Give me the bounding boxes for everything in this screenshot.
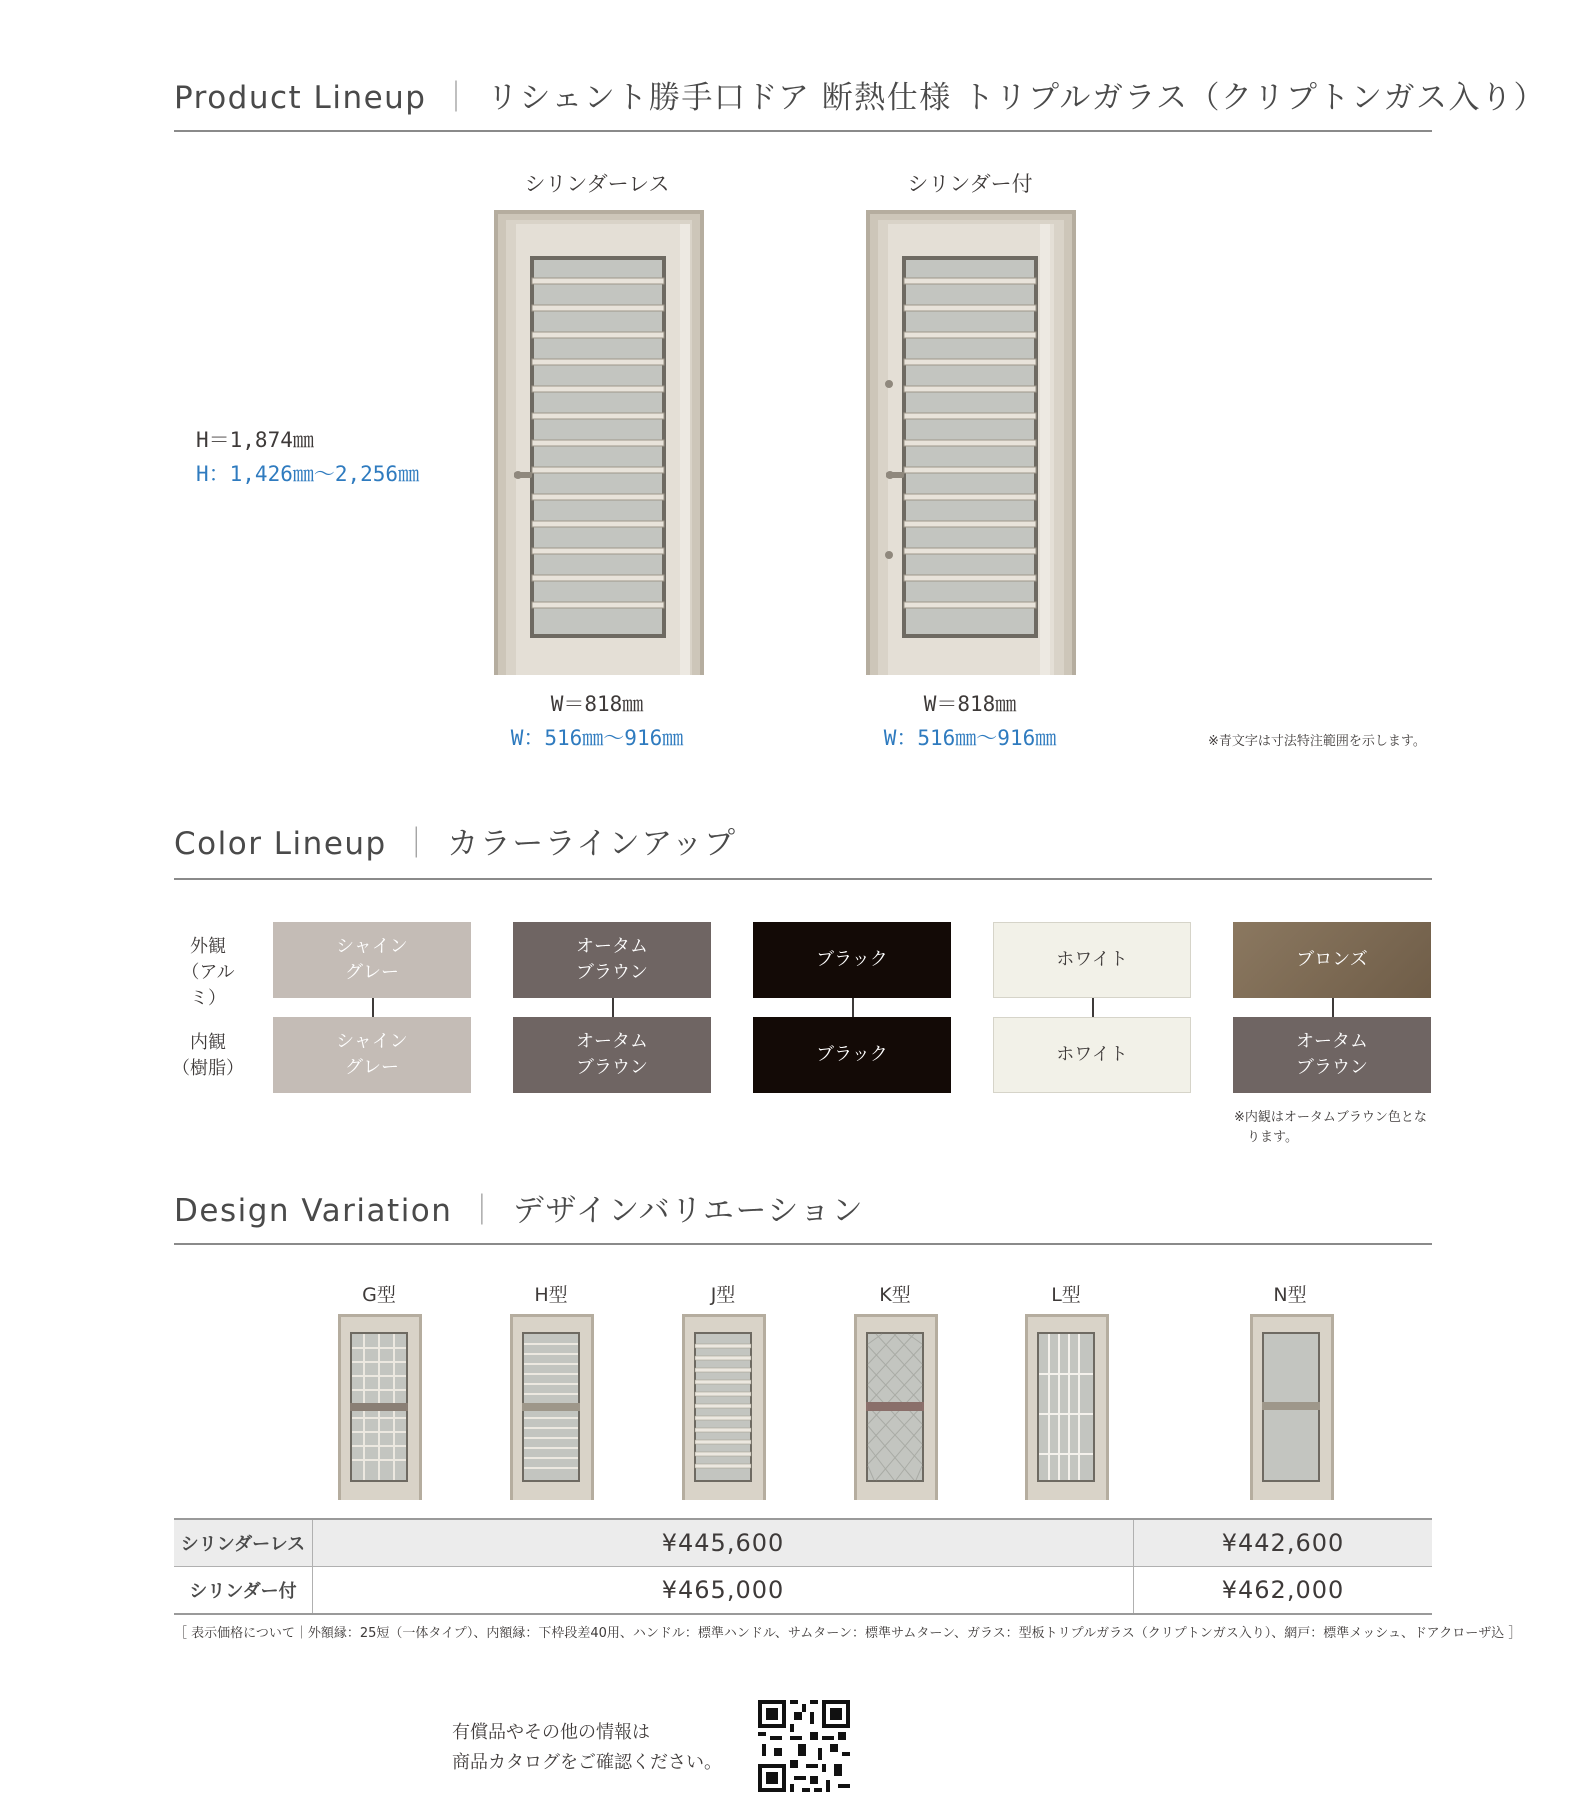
variant-label-h: H型 xyxy=(534,1284,568,1306)
swatch-exterior-shine-gray xyxy=(273,922,471,998)
product-lineup-title-jp: リシェント勝手口ドア 断熱仕様 トリプルガラス（クリプトンガス入り） xyxy=(487,80,1546,116)
price-row-cylinder xyxy=(174,1567,1432,1615)
door-cylinderless-width-range: W：516㎜〜916㎜ xyxy=(510,726,684,750)
variant-label-k: K型 xyxy=(879,1284,911,1306)
color-lineup-title-en: Color Lineup xyxy=(174,826,387,862)
swatch-label: ブロンズ xyxy=(1296,949,1368,970)
height-range: H：1,426㎜〜2,256㎜ xyxy=(196,462,420,486)
exterior-label: 外観 （アルミ） xyxy=(181,936,235,1009)
price-main-cell: ¥465,000 xyxy=(313,1567,1134,1615)
variant-l-door-image xyxy=(1025,1314,1109,1504)
swatch-label: ホワイト xyxy=(1056,949,1128,970)
swatch-label: シャイン グレー xyxy=(336,936,408,983)
door-cylinderless-label: シリンダーレス xyxy=(524,172,670,196)
variant-label-j: J型 xyxy=(710,1284,736,1306)
design-variation-title-jp: デザインバリエーション xyxy=(512,1193,865,1229)
title-separator: ｜ xyxy=(440,80,473,116)
product-lineup-heading xyxy=(174,72,1546,117)
swatch-label: シャイン グレー xyxy=(336,1031,408,1078)
variant-h-door-image xyxy=(510,1314,594,1504)
section-divider xyxy=(174,878,1432,880)
swatch-label: ホワイト xyxy=(1056,1044,1128,1065)
swatch-connector xyxy=(372,998,374,1017)
swatch-connector xyxy=(1332,998,1334,1017)
door-cylinderless-width-standard: W＝818㎜ xyxy=(550,692,644,716)
price-main-cell: ¥445,600 xyxy=(313,1519,1134,1567)
catalog-note-line2: 商品カタログをご確認ください。 xyxy=(452,1752,722,1773)
design-variation-title-en: Design Variation xyxy=(174,1193,453,1229)
design-variation-heading xyxy=(174,1185,864,1230)
door-cylinderless-image xyxy=(494,210,704,679)
swatch-label: オータム ブラウン xyxy=(576,936,648,983)
swatch-exterior-bronze xyxy=(1233,922,1431,998)
variant-label-l: L型 xyxy=(1051,1284,1081,1306)
price-n-cell: ¥462,000 xyxy=(1134,1567,1433,1615)
swatch-label: オータム ブラウン xyxy=(1296,1031,1368,1078)
variant-k-door-image xyxy=(854,1314,938,1504)
door-cylinder-label: シリンダー付 xyxy=(907,172,1033,196)
swatch-interior-black xyxy=(753,1017,951,1093)
door-cylinder-image xyxy=(866,210,1076,679)
swatch-connector xyxy=(612,998,614,1017)
interior-color-note: ※内観はオータムブラウン色とな ります。 xyxy=(1234,1110,1427,1145)
catalog-note-line1: 有償品やその他の情報は xyxy=(452,1722,650,1743)
height-standard: H＝1,874㎜ xyxy=(196,428,314,452)
catalog-note xyxy=(452,1718,722,1778)
swatch-interior-autumn-brown xyxy=(513,1017,711,1093)
swatch-connector xyxy=(852,998,854,1017)
color-lineup-title-jp: カラーラインアップ xyxy=(447,826,737,862)
variant-label-g: G型 xyxy=(362,1284,396,1306)
variant-g-door-image xyxy=(338,1314,422,1504)
price-n-cell: ¥442,600 xyxy=(1134,1519,1433,1567)
color-lineup-heading xyxy=(174,818,737,863)
swatch-label: ブラック xyxy=(816,949,888,970)
swatch-interior-shine-gray xyxy=(273,1017,471,1093)
door-cylinder-width-range: W：516㎜〜916㎜ xyxy=(883,726,1057,750)
swatch-exterior-white xyxy=(993,922,1191,998)
swatch-connector xyxy=(1092,998,1094,1017)
swatch-interior-autumn-brown xyxy=(1233,1017,1431,1093)
title-separator: ｜ xyxy=(400,826,434,862)
door-cylinder-width-standard: W＝818㎜ xyxy=(923,692,1017,716)
swatch-exterior-autumn-brown xyxy=(513,922,711,998)
swatch-interior-white xyxy=(993,1017,1191,1093)
price-row-label: シリンダー付 xyxy=(174,1567,313,1615)
section-divider xyxy=(174,1243,1432,1245)
blue-text-note: ※青文字は寸法特注範囲を示します。 xyxy=(1208,734,1426,749)
variant-j-door-image xyxy=(682,1314,766,1504)
interior-label: 内観 （樹脂） xyxy=(172,1032,244,1079)
variant-n-door-image xyxy=(1250,1314,1334,1504)
title-separator: ｜ xyxy=(466,1193,499,1229)
qr-code[interactable] xyxy=(758,1700,850,1796)
section-divider xyxy=(174,130,1432,132)
price-row-cylinderless xyxy=(174,1519,1432,1567)
price-table xyxy=(174,1518,1432,1615)
swatch-label: ブラック xyxy=(816,1044,888,1065)
price-footnote: ［ 表示価格について｜外額縁：25短（一体タイプ）、内額縁：下枠段差40用、ハンドル：標準ハンドル、サムターン：標準サムターン、ガラス：型板トリプルガラス（クリプトンガス入り）、網戸：標準メッシュ、ドアクローザ込 ］ xyxy=(174,1626,1522,1641)
swatch-label: オータム ブラウン xyxy=(576,1031,648,1078)
variant-label-n: N型 xyxy=(1273,1284,1307,1306)
price-row-label: シリンダーレス xyxy=(174,1519,313,1567)
product-lineup-title-en: Product Lineup xyxy=(174,80,427,116)
swatch-exterior-black xyxy=(753,922,951,998)
